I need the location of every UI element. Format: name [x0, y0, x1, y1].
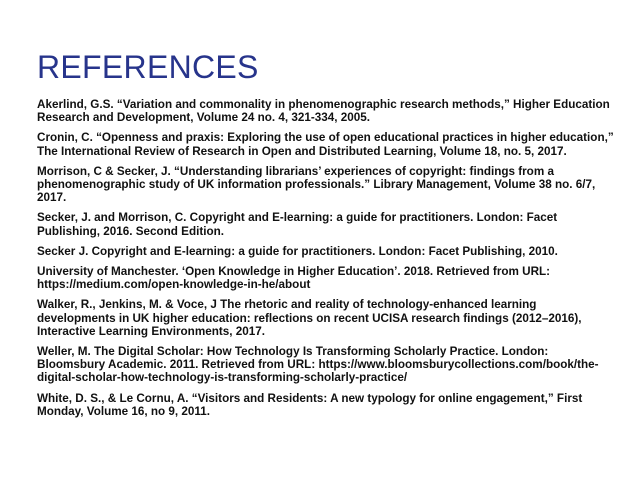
reference-item: Morrison, C & Secker, J. “Understanding librarians’ experiences of copyright: findings from a phenomenographic study of UK information professionals.” Library Management, Volume 38 no. 6/7, 2017. [37, 164, 596, 205]
reference-item: Cronin, C. “Openness and praxis: Exploring the use of open educational practices in higher education,” The International Review of Research in Open and Distributed Learning, Volume 18, no. 5, 2017. [37, 131, 614, 158]
reference-list [37, 98, 617, 425]
slide-title: REFERENCES [37, 49, 259, 85]
reference-item: Weller, M. The Digital Scholar: How Technology Is Transforming Scholarly Practice. London: Bloomsbury Academic. 2011. Retrieved from URL: https://www.bloomsburycollections.com/book/the-digital-scholar-how-technology-is-transforming-scholarly-practice/ [37, 345, 599, 385]
reference-item: Akerlind, G.S. “Variation and commonality in phenomenographic research methods,” Higher Education Research and Development, Volume 24 no. 4, 321-334, 2005. [37, 98, 610, 125]
reference-item: White, D. S., & Le Cornu, A. “Visitors and Residents: A new typology for online engagement,” First Monday, Volume 16, no 9, 2011. [37, 391, 583, 418]
reference-item: Secker, J. and Morrison, C. Copyright and E-learning: a guide for practitioners. London: Facet Publishing, 2016. Second Edition. [37, 211, 558, 238]
reference-item: Secker J. Copyright and E-learning: a guide for practitioners. London: Facet Publishing, 2010. [37, 244, 558, 258]
reference-item: University of Manchester. ‘Open Knowledge in Higher Education’. 2018. Retrieved from URL: https://medium.com/open-knowledge-in-he/about [37, 265, 551, 292]
reference-item: Walker, R., Jenkins, M. & Voce, J The rhetoric and reality of technology-enhanced learning developments in UK higher education: reflections on recent UCISA research findings (2012–2016), Interactive Learning Environments, 2017. [37, 298, 582, 338]
